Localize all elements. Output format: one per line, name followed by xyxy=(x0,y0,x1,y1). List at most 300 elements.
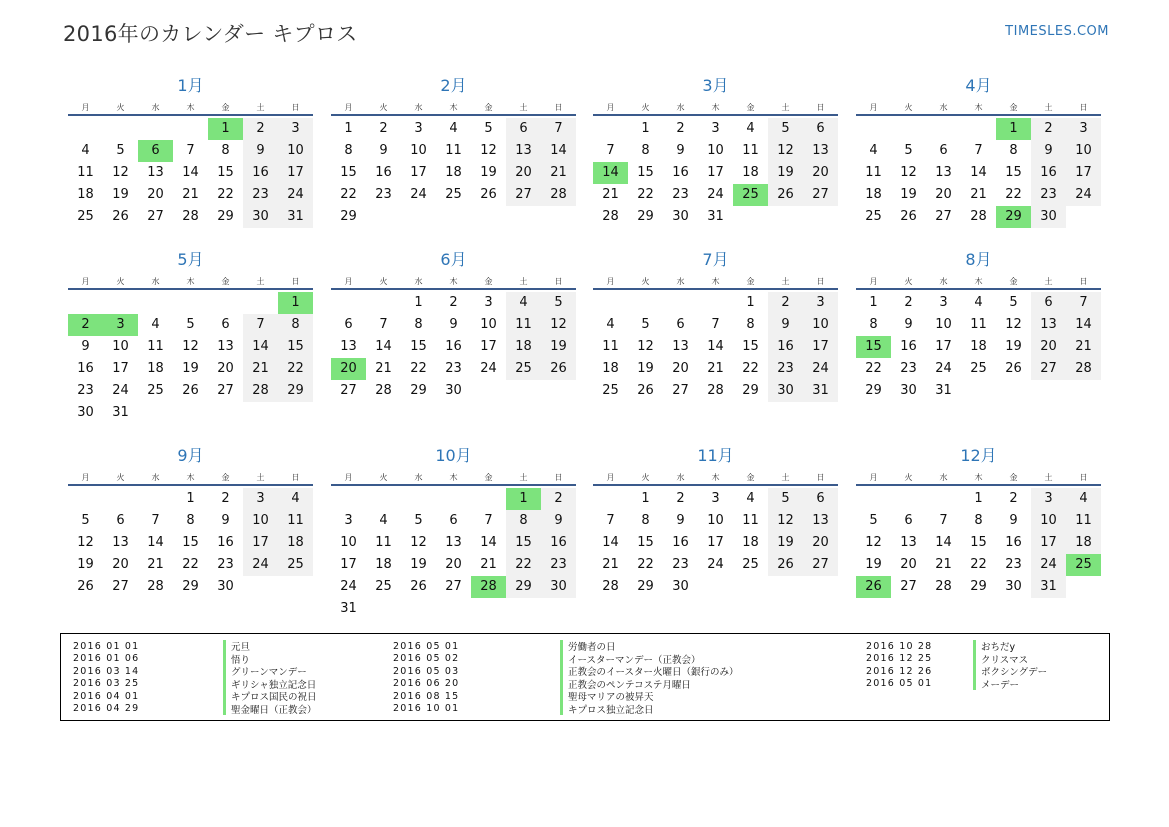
empty-cell xyxy=(366,206,401,228)
day-cell: 10 xyxy=(278,140,313,162)
day-cell: 30 xyxy=(541,576,576,598)
day-cell: 4 xyxy=(506,292,541,314)
month-title: 11月 xyxy=(697,446,734,465)
day-cell: 21 xyxy=(375,361,392,376)
weekday-label: 火 xyxy=(904,103,913,112)
day-cell: 9 xyxy=(676,513,685,528)
legend-date: 2016 05 01 xyxy=(866,678,933,690)
weekday-label: 火 xyxy=(641,277,650,286)
day-cell: 17 xyxy=(707,535,724,550)
day-cell: 12 xyxy=(768,510,803,532)
day-cell: 10 xyxy=(1066,140,1101,162)
day-cell: 3 xyxy=(803,292,838,314)
day-cell: 11 xyxy=(77,165,94,180)
day-cell: 22 xyxy=(865,361,882,376)
weekday-label: 月 xyxy=(344,103,353,112)
day-cell: 15 xyxy=(410,339,427,354)
day-cell: 13 xyxy=(803,140,838,162)
day-cell: 25 xyxy=(77,209,94,224)
weekday-label: 水 xyxy=(939,103,948,112)
page-title: 2016年のカレンダー キプロス xyxy=(63,22,358,46)
day-cell: 12 xyxy=(541,314,576,336)
day-cell: 20 xyxy=(217,361,234,376)
legend-date: 2016 04 01 xyxy=(73,690,140,702)
day-cell: 11 xyxy=(602,339,619,354)
day-cell: 15 xyxy=(506,532,541,554)
day-cell: 17 xyxy=(410,165,427,180)
day-cell: 19 xyxy=(410,557,427,572)
day-cell: 6 xyxy=(803,488,838,510)
day-cell: 12 xyxy=(182,339,199,354)
day-cell: 4 xyxy=(746,491,755,506)
day-cell: 27 xyxy=(445,579,462,594)
day-cell: 10 xyxy=(707,513,724,528)
day-cell: 16 xyxy=(445,339,462,354)
day-cell: 5 xyxy=(414,513,423,528)
day-cell: 31 xyxy=(707,209,724,224)
holiday-day-cell: 14 xyxy=(593,162,628,184)
day-cell: 8 xyxy=(278,314,313,336)
day-cell: 6 xyxy=(116,513,125,528)
day-cell: 1 xyxy=(186,491,195,506)
day-cell: 10 xyxy=(410,143,427,158)
day-cell: 3 xyxy=(243,488,278,510)
empty-cell xyxy=(506,380,541,402)
weekday-header xyxy=(856,102,1101,116)
day-cell: 27 xyxy=(803,554,838,576)
legend-holiday-name: ギリシャ独立記念日 xyxy=(223,678,316,691)
legend-date: 2016 01 01 xyxy=(73,640,140,652)
empty-cell xyxy=(103,488,138,510)
day-cell: 23 xyxy=(672,557,689,572)
empty-cell xyxy=(506,598,541,620)
day-cell: 29 xyxy=(217,209,234,224)
holiday-day-cell: 1 xyxy=(506,488,541,510)
day-cell: 28 xyxy=(602,209,619,224)
day-cell: 6 xyxy=(939,143,948,158)
legend-holiday-name: グリーンマンデー xyxy=(223,665,307,678)
day-cell: 27 xyxy=(147,209,164,224)
day-cell: 31 xyxy=(1031,576,1066,598)
day-cell: 17 xyxy=(278,162,313,184)
day-cell: 15 xyxy=(637,165,654,180)
day-cell: 29 xyxy=(410,383,427,398)
empty-cell xyxy=(803,206,838,228)
empty-cell xyxy=(803,576,838,598)
day-cell: 9 xyxy=(676,143,685,158)
day-cell: 16 xyxy=(768,336,803,358)
empty-cell xyxy=(856,118,891,140)
empty-cell xyxy=(593,292,628,314)
day-cell: 5 xyxy=(768,488,803,510)
month-block xyxy=(593,445,838,598)
day-cell: 26 xyxy=(480,187,497,202)
empty-cell xyxy=(401,598,436,620)
day-cell: 21 xyxy=(147,557,164,572)
month-title: 4月 xyxy=(965,76,992,95)
day-cell: 7 xyxy=(939,513,948,528)
weekday-label: 火 xyxy=(641,473,650,482)
day-cell: 26 xyxy=(1005,361,1022,376)
day-cell: 8 xyxy=(344,143,353,158)
empty-cell xyxy=(733,576,768,598)
weekday-label: 金 xyxy=(746,473,755,482)
day-grid xyxy=(856,118,1101,228)
day-cell: 23 xyxy=(900,361,917,376)
empty-cell xyxy=(208,292,243,314)
day-cell: 24 xyxy=(410,187,427,202)
day-cell: 28 xyxy=(970,209,987,224)
day-cell: 21 xyxy=(707,361,724,376)
day-cell: 14 xyxy=(1066,314,1101,336)
day-cell: 5 xyxy=(541,292,576,314)
day-cell: 14 xyxy=(707,339,724,354)
day-cell: 2 xyxy=(221,491,230,506)
weekday-label: 日 xyxy=(554,473,563,482)
empty-cell xyxy=(138,402,173,424)
day-cell: 25 xyxy=(742,557,759,572)
site-link[interactable]: TIMESLES.COM xyxy=(1005,24,1109,39)
day-cell: 13 xyxy=(506,140,541,162)
day-cell: 19 xyxy=(77,557,94,572)
day-cell: 15 xyxy=(182,535,199,550)
month-block xyxy=(856,445,1101,598)
empty-cell xyxy=(436,488,471,510)
day-cell: 28 xyxy=(243,380,278,402)
weekday-label: 土 xyxy=(519,277,528,286)
day-cell: 14 xyxy=(541,140,576,162)
empty-cell xyxy=(961,118,996,140)
weekday-label: 土 xyxy=(781,277,790,286)
empty-cell xyxy=(68,488,103,510)
weekday-label: 木 xyxy=(186,473,195,482)
weekday-label: 木 xyxy=(711,103,720,112)
weekday-label: 水 xyxy=(151,473,160,482)
day-cell: 21 xyxy=(970,187,987,202)
day-cell: 17 xyxy=(112,361,129,376)
weekday-label: 火 xyxy=(379,473,388,482)
day-cell: 6 xyxy=(904,513,913,528)
empty-cell xyxy=(138,118,173,140)
weekday-label: 日 xyxy=(1079,473,1088,482)
month-block xyxy=(331,445,576,620)
empty-cell xyxy=(401,206,436,228)
day-cell: 22 xyxy=(340,187,357,202)
holiday-day-cell: 6 xyxy=(138,140,173,162)
weekday-label: 日 xyxy=(1079,277,1088,286)
day-cell: 13 xyxy=(217,339,234,354)
day-cell: 2 xyxy=(541,488,576,510)
day-cell: 25 xyxy=(445,187,462,202)
day-cell: 22 xyxy=(742,361,759,376)
day-cell: 8 xyxy=(221,143,230,158)
day-cell: 29 xyxy=(637,209,654,224)
day-cell: 21 xyxy=(182,187,199,202)
day-cell: 6 xyxy=(344,317,353,332)
month-title: 3月 xyxy=(702,76,729,95)
day-cell: 21 xyxy=(602,187,619,202)
day-cell: 6 xyxy=(803,118,838,140)
weekday-label: 水 xyxy=(676,103,685,112)
day-cell: 5 xyxy=(768,118,803,140)
day-cell: 6 xyxy=(676,317,685,332)
day-cell: 8 xyxy=(641,143,650,158)
day-cell: 26 xyxy=(77,579,94,594)
empty-cell xyxy=(698,576,733,598)
day-cell: 16 xyxy=(217,535,234,550)
day-cell: 20 xyxy=(506,162,541,184)
day-grid xyxy=(856,292,1101,402)
day-cell: 20 xyxy=(1031,336,1066,358)
empty-cell xyxy=(1066,380,1101,402)
day-cell: 1 xyxy=(414,295,423,310)
weekday-label: 月 xyxy=(81,277,90,286)
month-block xyxy=(593,249,838,402)
day-cell: 14 xyxy=(375,339,392,354)
holiday-day-cell: 20 xyxy=(331,358,366,380)
empty-cell xyxy=(471,598,506,620)
day-cell: 26 xyxy=(541,358,576,380)
day-cell: 27 xyxy=(900,579,917,594)
day-cell: 20 xyxy=(803,532,838,554)
legend-date: 2016 03 25 xyxy=(73,678,140,690)
weekday-label: 木 xyxy=(974,473,983,482)
day-cell: 1 xyxy=(641,121,650,136)
day-cell: 26 xyxy=(182,383,199,398)
day-cell: 21 xyxy=(602,557,619,572)
holiday-day-cell: 3 xyxy=(103,314,138,336)
day-cell: 30 xyxy=(243,206,278,228)
day-cell: 3 xyxy=(939,295,948,310)
month-block xyxy=(593,75,838,228)
weekday-label: 日 xyxy=(291,473,300,482)
day-cell: 18 xyxy=(742,165,759,180)
empty-cell xyxy=(208,402,243,424)
legend-date: 2016 03 14 xyxy=(73,665,140,677)
weekday-label: 水 xyxy=(939,277,948,286)
day-cell: 18 xyxy=(602,361,619,376)
weekday-label: 火 xyxy=(379,277,388,286)
month-title: 2月 xyxy=(440,76,467,95)
legend-date: 2016 10 01 xyxy=(393,703,460,715)
day-cell: 1 xyxy=(746,295,755,310)
weekday-label: 月 xyxy=(869,473,878,482)
day-cell: 29 xyxy=(637,579,654,594)
day-cell: 12 xyxy=(865,535,882,550)
month-block xyxy=(856,249,1101,402)
empty-cell xyxy=(331,488,366,510)
day-cell: 1 xyxy=(641,491,650,506)
day-cell: 4 xyxy=(746,121,755,136)
day-cell: 24 xyxy=(112,383,129,398)
weekday-label: 土 xyxy=(256,277,265,286)
day-grid xyxy=(593,118,838,228)
day-cell: 29 xyxy=(506,576,541,598)
day-cell: 12 xyxy=(410,535,427,550)
day-cell: 27 xyxy=(935,209,952,224)
weekday-label: 金 xyxy=(1009,103,1018,112)
day-cell: 22 xyxy=(970,557,987,572)
weekday-label: 火 xyxy=(116,277,125,286)
day-cell: 8 xyxy=(974,513,983,528)
weekday-label: 日 xyxy=(291,103,300,112)
weekday-label: 木 xyxy=(449,103,458,112)
empty-cell xyxy=(541,380,576,402)
day-cell: 24 xyxy=(1031,554,1066,576)
day-cell: 9 xyxy=(768,314,803,336)
day-cell: 28 xyxy=(1066,358,1101,380)
day-cell: 27 xyxy=(672,383,689,398)
weekday-label: 月 xyxy=(81,473,90,482)
legend-date: 2016 05 01 xyxy=(393,640,460,652)
day-cell: 9 xyxy=(541,510,576,532)
day-cell: 7 xyxy=(606,143,615,158)
day-cell: 9 xyxy=(379,143,388,158)
weekday-label: 日 xyxy=(554,277,563,286)
day-cell: 24 xyxy=(340,579,357,594)
day-cell: 29 xyxy=(278,380,313,402)
day-cell: 18 xyxy=(445,165,462,180)
day-cell: 16 xyxy=(243,162,278,184)
day-grid xyxy=(856,488,1101,598)
day-cell: 4 xyxy=(278,488,313,510)
day-cell: 5 xyxy=(1009,295,1018,310)
day-cell: 27 xyxy=(506,184,541,206)
day-cell: 22 xyxy=(506,554,541,576)
legend-holiday-name: キプロス国民の祝日 xyxy=(223,690,317,703)
day-cell: 2 xyxy=(449,295,458,310)
day-cell: 9 xyxy=(221,513,230,528)
month-block xyxy=(68,249,313,424)
day-cell: 5 xyxy=(484,121,493,136)
day-cell: 7 xyxy=(186,143,195,158)
weekday-label: 木 xyxy=(449,473,458,482)
day-cell: 30 xyxy=(768,380,803,402)
empty-cell xyxy=(471,380,506,402)
legend-date: 2016 10 28 xyxy=(866,640,933,652)
holiday-day-cell: 1 xyxy=(278,292,313,314)
weekday-header xyxy=(68,276,313,290)
day-cell: 23 xyxy=(375,187,392,202)
day-cell: 24 xyxy=(707,557,724,572)
empty-cell xyxy=(628,292,663,314)
day-cell: 27 xyxy=(217,383,234,398)
weekday-label: 日 xyxy=(816,103,825,112)
weekday-header xyxy=(331,276,576,290)
day-cell: 16 xyxy=(375,165,392,180)
day-cell: 19 xyxy=(865,557,882,572)
day-cell: 9 xyxy=(904,317,913,332)
day-cell: 2 xyxy=(676,121,685,136)
weekday-label: 月 xyxy=(606,473,615,482)
day-cell: 2 xyxy=(379,121,388,136)
empty-cell xyxy=(961,380,996,402)
day-cell: 8 xyxy=(506,510,541,532)
legend-holiday-name: メーデー xyxy=(973,678,1019,691)
legend-date: 2016 01 06 xyxy=(73,653,140,665)
holiday-legend xyxy=(60,633,1110,721)
month-title: 12月 xyxy=(960,446,997,465)
day-cell: 24 xyxy=(278,184,313,206)
empty-cell xyxy=(173,118,208,140)
day-cell: 10 xyxy=(340,535,357,550)
day-cell: 27 xyxy=(112,579,129,594)
day-cell: 19 xyxy=(480,165,497,180)
weekday-label: 金 xyxy=(484,103,493,112)
month-title: 8月 xyxy=(965,250,992,269)
empty-cell xyxy=(278,576,313,598)
weekday-header xyxy=(68,472,313,486)
day-cell: 5 xyxy=(641,317,650,332)
weekday-label: 木 xyxy=(711,277,720,286)
day-cell: 6 xyxy=(1031,292,1066,314)
day-cell: 3 xyxy=(711,491,720,506)
day-cell: 23 xyxy=(1005,557,1022,572)
day-cell: 12 xyxy=(637,339,654,354)
day-cell: 26 xyxy=(112,209,129,224)
legend-holiday-name: おちだy xyxy=(973,640,1015,653)
empty-cell xyxy=(173,402,208,424)
empty-cell xyxy=(173,292,208,314)
day-cell: 7 xyxy=(243,314,278,336)
day-cell: 19 xyxy=(900,187,917,202)
empty-cell xyxy=(243,576,278,598)
weekday-label: 月 xyxy=(606,277,615,286)
weekday-label: 月 xyxy=(606,103,615,112)
day-cell: 18 xyxy=(375,557,392,572)
day-cell: 13 xyxy=(445,535,462,550)
day-cell: 18 xyxy=(147,361,164,376)
day-cell: 27 xyxy=(1031,358,1066,380)
day-cell: 23 xyxy=(445,361,462,376)
day-cell: 16 xyxy=(1005,535,1022,550)
legend-date: 2016 05 02 xyxy=(393,653,460,665)
day-grid xyxy=(68,488,313,598)
day-cell: 3 xyxy=(484,295,493,310)
day-cell: 31 xyxy=(935,383,952,398)
day-grid xyxy=(331,118,576,228)
weekday-label: 土 xyxy=(1044,277,1053,286)
empty-cell xyxy=(436,598,471,620)
day-cell: 16 xyxy=(672,165,689,180)
weekday-label: 月 xyxy=(344,473,353,482)
day-cell: 9 xyxy=(1031,140,1066,162)
day-cell: 5 xyxy=(116,143,125,158)
day-cell: 20 xyxy=(445,557,462,572)
day-cell: 26 xyxy=(900,209,917,224)
day-cell: 3 xyxy=(711,121,720,136)
weekday-header xyxy=(331,472,576,486)
day-cell: 4 xyxy=(151,317,160,332)
weekday-label: 水 xyxy=(414,277,423,286)
day-cell: 28 xyxy=(935,579,952,594)
legend-holiday-name: 労働者の日 xyxy=(560,640,616,653)
day-cell: 12 xyxy=(480,143,497,158)
day-grid xyxy=(68,292,313,424)
day-grid xyxy=(593,292,838,402)
empty-cell xyxy=(1066,576,1101,598)
day-cell: 17 xyxy=(935,339,952,354)
day-cell: 3 xyxy=(278,118,313,140)
empty-cell xyxy=(331,292,366,314)
day-cell: 18 xyxy=(77,187,94,202)
day-cell: 3 xyxy=(1031,488,1066,510)
day-cell: 28 xyxy=(375,383,392,398)
empty-cell xyxy=(471,206,506,228)
day-cell: 13 xyxy=(147,165,164,180)
day-cell: 16 xyxy=(77,361,94,376)
day-cell: 12 xyxy=(112,165,129,180)
